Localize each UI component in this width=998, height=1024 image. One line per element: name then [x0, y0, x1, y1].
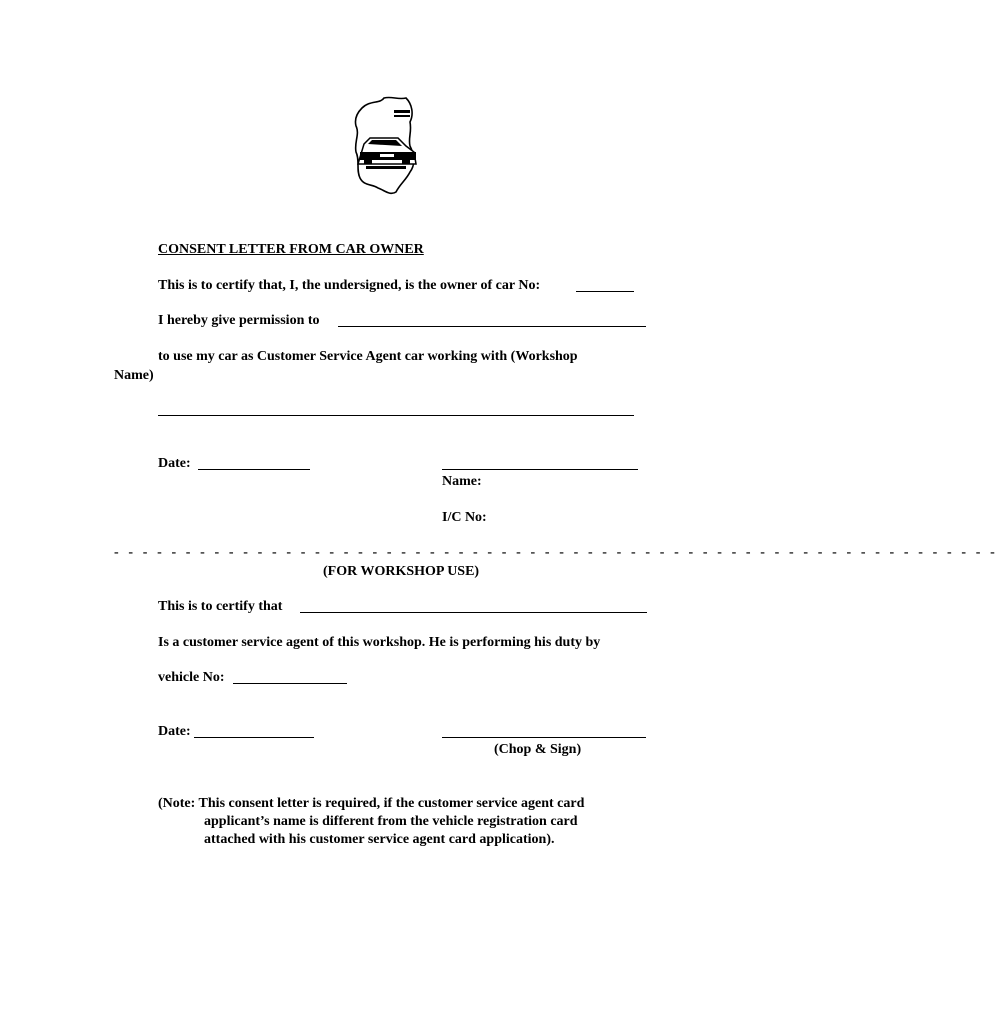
- note-line-1: (Note: This consent letter is required, if the customer service agent card: [158, 796, 585, 811]
- note-line-2: applicant’s name is different from the vehicle registration card: [204, 814, 578, 829]
- permission-text: I hereby give permission to: [158, 313, 320, 328]
- workshop-name-field[interactable]: [158, 415, 634, 416]
- owner-ic-label: I/C No:: [442, 510, 487, 525]
- vehicle-number-field[interactable]: [233, 683, 347, 684]
- vehicle-number-label: vehicle No:: [158, 670, 225, 685]
- use-car-text-line1: to use my car as Customer Service Agent car working with (Workshop: [158, 349, 578, 364]
- owner-name-label: Name:: [442, 474, 482, 489]
- consent-title: CONSENT LETTER FROM CAR OWNER: [158, 242, 424, 257]
- owner-signature-field[interactable]: [442, 469, 638, 470]
- agent-name-field[interactable]: [300, 612, 647, 613]
- map-with-car-logo: [350, 94, 420, 198]
- owner-date-label: Date:: [158, 456, 191, 471]
- car-number-field[interactable]: [576, 291, 634, 292]
- chop-sign-label: (Chop & Sign): [494, 742, 582, 757]
- workshop-heading: (FOR WORKSHOP USE): [323, 564, 480, 579]
- permitted-person-field[interactable]: [338, 326, 646, 327]
- section-separator: - - - - - - - - - - - - - - - - - - - - - - - - - - - - - - - - - - - - - - - - - - - - - - - - - - - - - - - - - - - - - -: [114, 545, 998, 560]
- workshop-certify-text: This is to certify that: [158, 599, 283, 614]
- workshop-date-field[interactable]: [194, 737, 314, 738]
- chop-sign-field[interactable]: [442, 737, 646, 738]
- owner-date-field[interactable]: [198, 469, 310, 470]
- agent-duty-text: Is a customer service agent of this workshop. He is performing his duty by: [158, 635, 601, 650]
- workshop-date-label: Date:: [158, 724, 191, 739]
- use-car-text-line2: Name): [114, 368, 154, 383]
- note-line-3: attached with his customer service agent card application).: [204, 832, 555, 847]
- note-block: [158, 795, 584, 849]
- owner-certify-text: This is to certify that, I, the undersigned, is the owner of car No:: [158, 278, 541, 293]
